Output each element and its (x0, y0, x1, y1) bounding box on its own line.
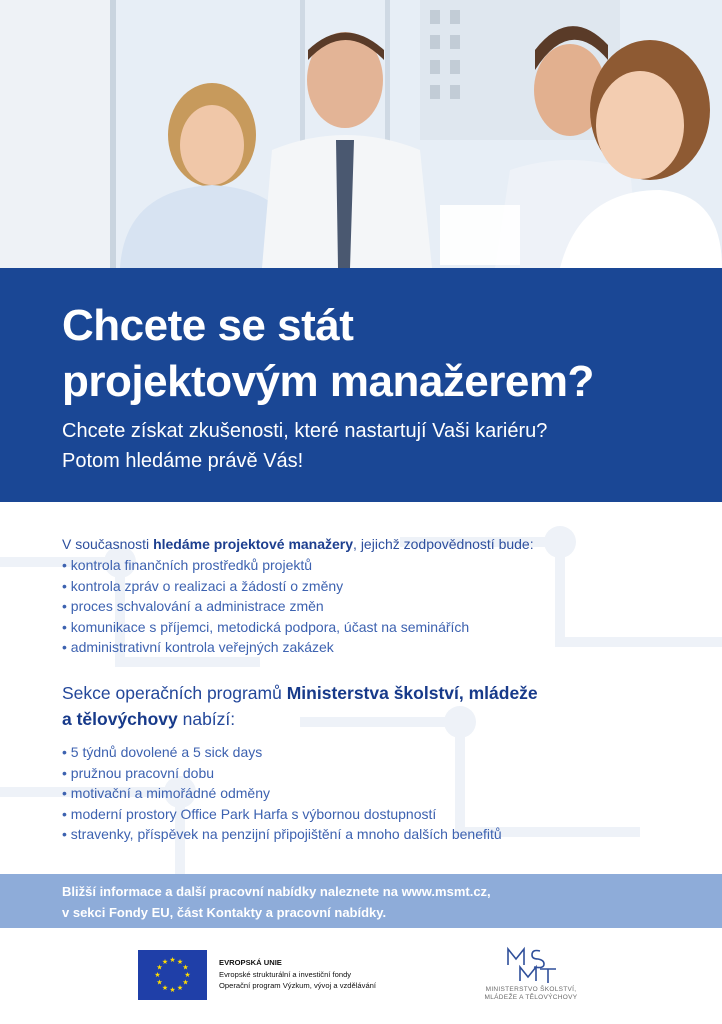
benefit-item: • moderní prostory Office Park Harfa s výbornou dostupností (62, 804, 702, 825)
intro-suffix: , jejichž zodpovědností bude: (353, 536, 534, 552)
offer-ministry-line2: a tělovýchovy (62, 709, 178, 729)
intro-highlight: hledáme projektové manažery (153, 536, 354, 552)
eu-funding-text (219, 957, 459, 992)
duty-item: • kontrola finančních prostředků projektů (62, 555, 702, 576)
benefit-item: • 5 týdnů dovolené a 5 sick days (62, 742, 702, 763)
svg-text:★: ★ (161, 958, 169, 966)
hero-photo (0, 0, 722, 268)
subtitle-line-2: Potom hledáme právě Vás! (62, 450, 304, 472)
msmt-name (472, 986, 590, 1002)
subtitle (62, 416, 712, 476)
intro-prefix: V současnosti (62, 536, 154, 552)
benefit-item: • pružnou pracovní dobu (62, 763, 702, 784)
benefits-list (62, 742, 702, 845)
duty-item: • proces schvalování a administrace změn (62, 596, 702, 617)
eu-flag-icon (138, 950, 207, 1000)
duty-item: • komunikace s příjemci, metodická podpora, účast na seminářích (62, 617, 702, 638)
page-title (62, 298, 712, 410)
msmt-monogram-icon (500, 945, 560, 985)
headline-line-2: projektovým manažerem? (62, 357, 594, 406)
eu-stars-icon (138, 950, 207, 1000)
info-line2: v sekci Fondy EU, část Kontakty a pracovní nabídky. (62, 905, 387, 920)
duty-item: • kontrola zpráv o realizaci a žádostí o změny (62, 576, 702, 597)
eu-program-line: Operační program Výzkum, vývoj a vzdělávání (219, 981, 377, 990)
info-line1-prefix: Bližší informace a další pracovní nabídky naleznete na (62, 884, 402, 899)
benefit-item: • motivační a mimořádné odměny (62, 783, 702, 804)
svg-text:★: ★ (156, 963, 163, 972)
intro-text (62, 534, 702, 554)
offer-prefix: Sekce operačních programů (62, 683, 287, 703)
benefit-item: • stravenky, příspěvek na penzijní připojištění a mnoho dalších benefitů (62, 824, 702, 845)
offer-suffix: nabízí: (177, 709, 236, 729)
svg-text:★: ★ (169, 986, 176, 994)
duty-item: • administrativní kontrola veřejných zakázek (62, 637, 702, 658)
offer-heading (62, 680, 702, 732)
msmt-line-2: MLÁDEŽE A TĚLOVÝCHOVY (484, 994, 578, 1001)
subtitle-line-1: Chcete získat zkušenosti, které nastartují Vaši kariéru? (62, 420, 548, 442)
svg-text:★: ★ (182, 963, 189, 972)
eu-funds-line: Evropské strukturální a investiční fondy (219, 969, 352, 979)
svg-text:★: ★ (176, 958, 184, 966)
svg-text:★: ★ (182, 978, 189, 987)
msmt-website-link[interactable]: www.msmt.cz (401, 884, 488, 899)
info-line1-suffix: , (487, 884, 491, 899)
eu-title: EVROPSKÁ UNIE (219, 958, 282, 967)
office-team-illustration (0, 0, 722, 268)
msmt-line-1: MINISTERSTVO ŠKOLSTVÍ, (485, 986, 577, 993)
svg-text:★: ★ (154, 971, 161, 979)
svg-text:★: ★ (161, 984, 169, 992)
offer-ministry-line1: Ministerstva školství, mládeže (286, 683, 538, 703)
headline-line-1: Chcete se stát (62, 301, 354, 350)
info-text (62, 881, 712, 923)
msmt-logo-icon (500, 945, 560, 985)
svg-text:★: ★ (169, 956, 176, 964)
svg-text:★: ★ (184, 971, 191, 979)
svg-text:★: ★ (176, 984, 184, 992)
duties-list (62, 555, 702, 658)
svg-text:★: ★ (156, 978, 163, 987)
